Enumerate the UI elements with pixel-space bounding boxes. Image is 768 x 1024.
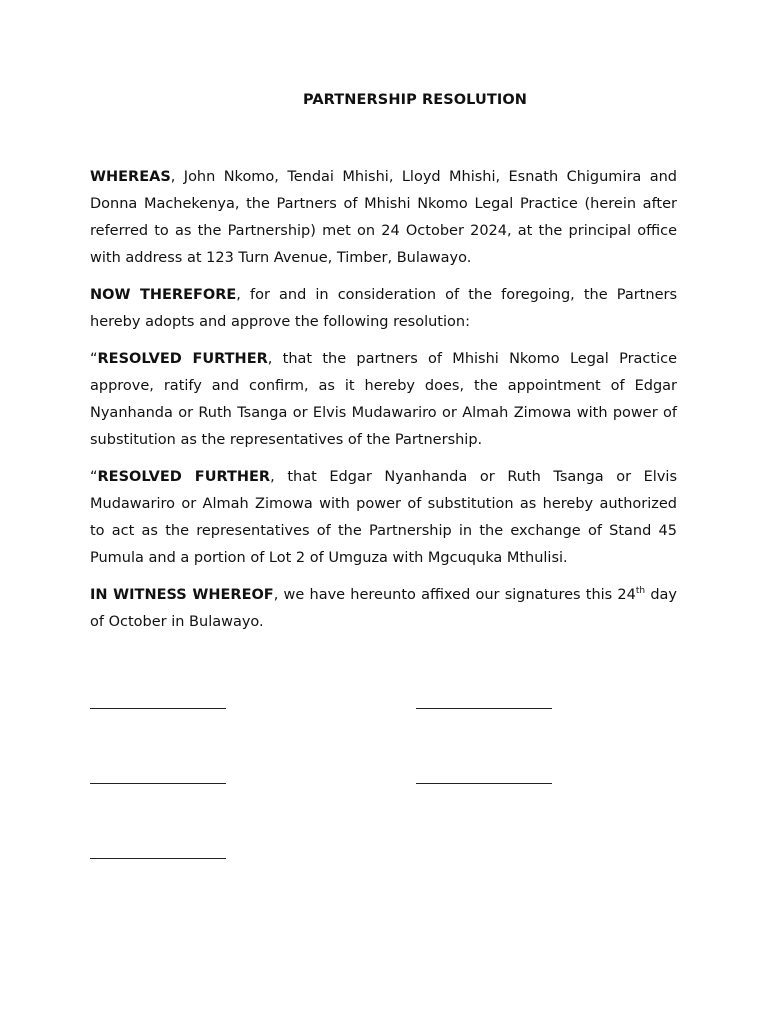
resolved-further-paragraph-1 (90, 346, 677, 454)
now-therefore-text: , for and in consideration of the foregoing, the Partners hereby adopts and approve the following resolution: (90, 287, 677, 330)
signature-line-3 (90, 783, 226, 784)
whereas-text: , John Nkomo, Tendai Mhishi, Lloyd Mhishi, Esnath Chigumira and Donna Machekenya, the Partners of Mhishi Nkomo Legal Practice (herein after referred to as the Partnership) met on 24 October 2024, at the principal office with address at 123 Turn Avenue, Timber, Bulawayo. (90, 169, 677, 266)
document-title: PARTNERSHIP RESOLUTION (302, 92, 528, 108)
signature-line-2 (416, 708, 552, 709)
witness-lead: IN WITNESS WHEREOF (90, 587, 274, 603)
witness-paragraph (90, 582, 677, 636)
now-therefore-lead: NOW THEREFORE (90, 287, 237, 303)
whereas-lead: WHEREAS (90, 169, 171, 185)
resolved-further-text-2: , that Edgar Nyanhanda or Ruth Tsanga or Elvis Mudawariro or Almah Zimowa with power of substitution as hereby authorized to act as the representatives of the Partnership in the exchange of Stand 45 Pumula and a portion of Lot 2 of Umguza with Mgcuquka Mthulisi. (90, 469, 677, 566)
resolved-further-lead-2: RESOLVED FURTHER (97, 469, 271, 485)
signature-line-4 (416, 783, 552, 784)
signature-line-1 (90, 708, 226, 709)
signature-line-5 (90, 858, 226, 859)
witness-text: , we have hereunto affixed our signatures this 24 (273, 587, 636, 603)
resolved-further-paragraph-2 (90, 464, 677, 572)
open-quote-1: “ (90, 351, 98, 367)
resolved-further-lead-1: RESOLVED FURTHER (97, 351, 268, 367)
witness-superscript: th (635, 586, 646, 596)
now-therefore-paragraph (90, 282, 677, 336)
witness-text-end: day of October in Bulawayo. (90, 587, 677, 630)
document-body (90, 164, 677, 646)
whereas-paragraph (90, 164, 677, 272)
open-quote-2: “ (90, 469, 98, 485)
resolved-further-text-1: , that the partners of Mhishi Nkomo Legal Practice approve, ratify and confirm, as it hereby does, the appointment of Edgar Nyanhanda or Ruth Tsanga or Elvis Mudawariro or Almah Zimowa with power of substitution as the representatives of the Partnership. (90, 351, 677, 448)
